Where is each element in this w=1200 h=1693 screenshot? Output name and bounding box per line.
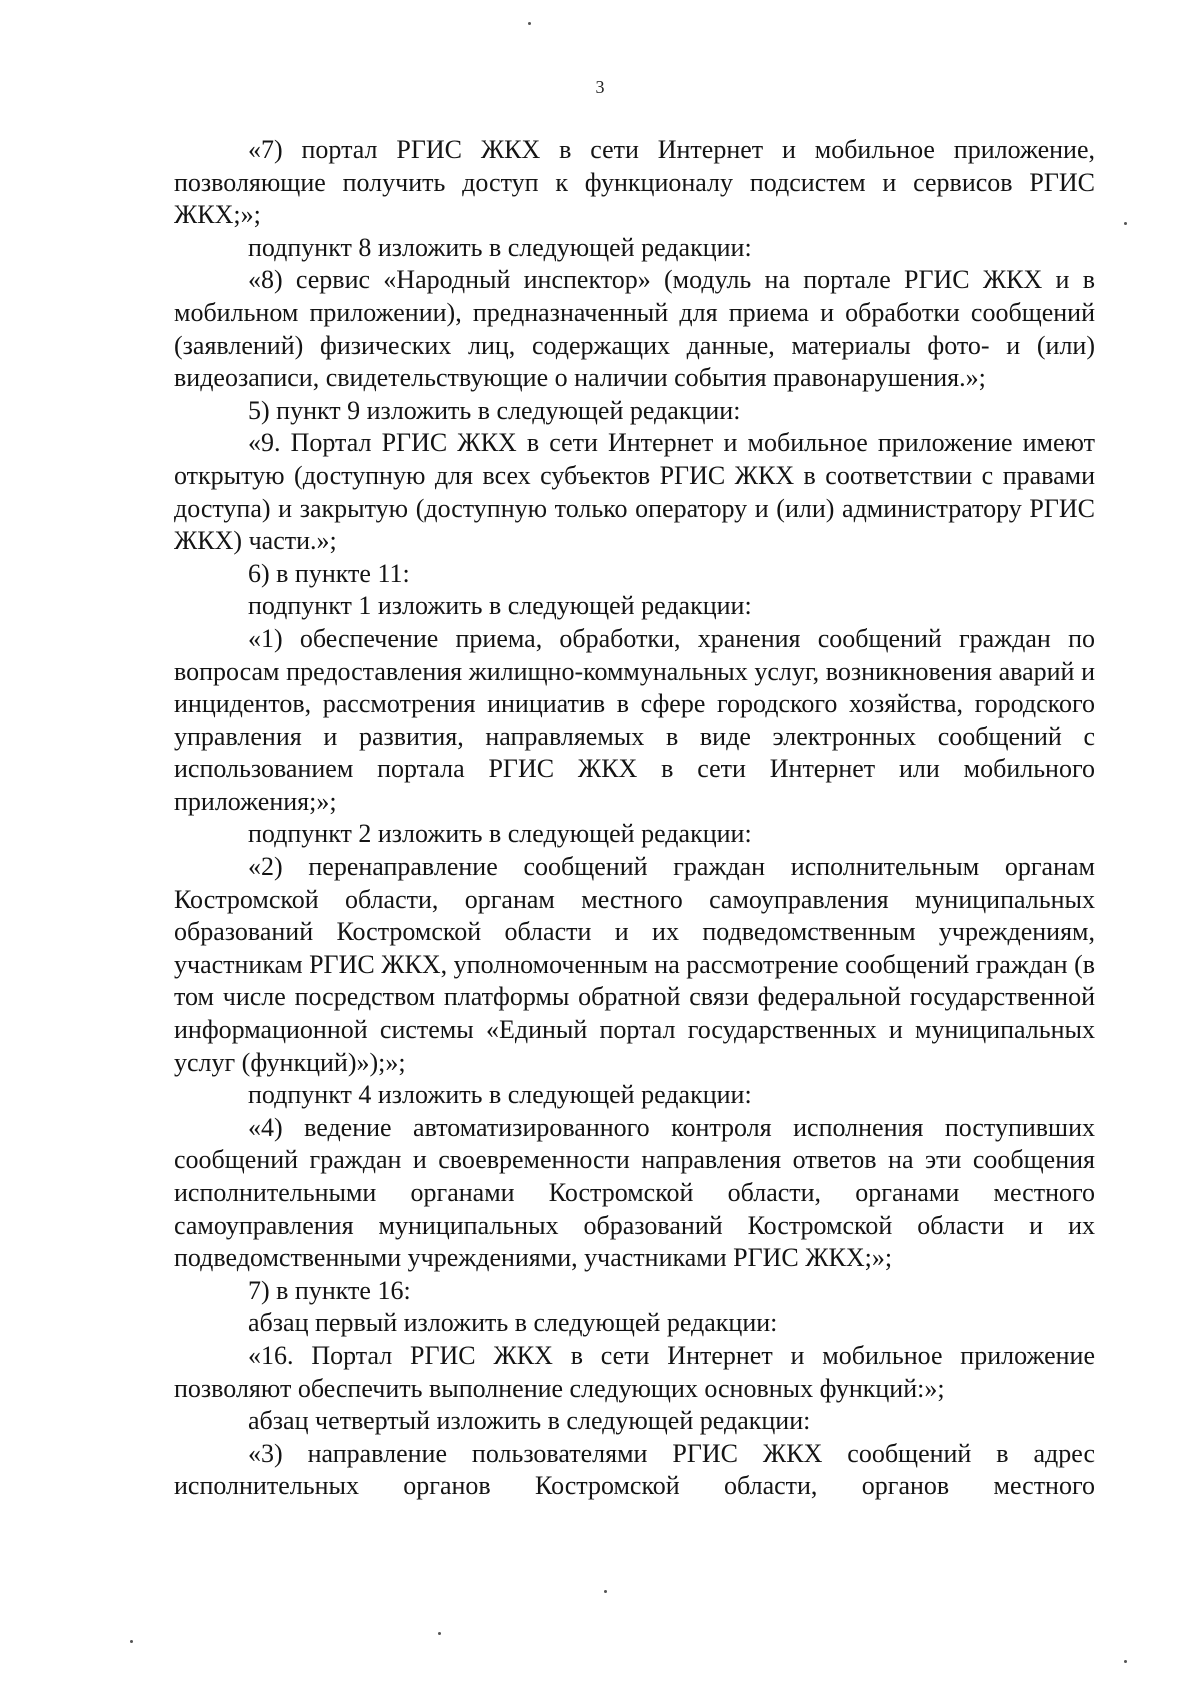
paragraph: «2) перенаправление сообщений граждан исполнительным органам Костромской области, органам местного самоуправления муниципальных образований Костромской области и их подведомственным учреждениям, участникам РГИС ЖКХ, уполномоченным на рассмотрение сообщений граждан (в том числе посредством платформы обратной связи федеральной государственной информационной системы «Единый портал государственных и муниципальных услуг (функций)»);»; [174, 852, 1095, 1077]
paragraph: 7) в пункте 16: [248, 1275, 411, 1305]
scan-speck [438, 1632, 441, 1635]
paragraph: «8) сервис «Народный инспектор» (модуль на портале РГИС ЖКХ и в мобильном приложении), предназначенный для приема и обработки сообщений (заявлений) физических лиц, содержащих данные, материалы фото- и (или) видеозаписи, свидетельствующие о наличии события правонарушения.»; [174, 265, 1095, 393]
paragraph: подпункт 1 изложить в следующей редакции: [248, 591, 752, 621]
paragraph: абзац первый изложить в следующей редакции: [248, 1308, 778, 1338]
paragraph: подпункт 8 изложить в следующей редакции: [248, 232, 752, 262]
paragraph: абзац четвертый изложить в следующей редакции: [248, 1406, 811, 1436]
scan-speck [604, 1590, 607, 1593]
paragraph: «1) обеспечение приема, обработки, хранения сообщений граждан по вопросам предоставления жилищно-коммунальных услуг, возникновения аварий и инцидентов, рассмотрения инициатив в сфере городского хозяйства, городского управления и развития, направляемых в виде электронных сообщений с использованием портала РГИС ЖКХ в сети Интернет или мобильного приложения;»; [174, 623, 1095, 816]
scan-speck [130, 1640, 133, 1643]
paragraph: «4) ведение автоматизированного контроля исполнения поступивших сообщений граждан и своевременности направления ответов на эти сообщения исполнительными органами Костромской области, органами местного самоуправления муниципальных образований Костромской области и их подведомственными учреждениями, участниками РГИС ЖКХ;»; [174, 1112, 1095, 1273]
scan-speck [528, 22, 531, 25]
paragraph: подпункт 2 изложить в следующей редакции: [248, 819, 752, 849]
paragraph: «9. Портал РГИС ЖКХ в сети Интернет и мобильное приложение имеют открытую (доступную для всех субъектов РГИС ЖКХ в соответствии с правами доступа) и закрытую (доступную только оператору и (или) администратору РГИС ЖКХ) части.»; [174, 428, 1095, 556]
paragraph: 5) пункт 9 изложить в следующей редакции: [248, 395, 741, 425]
page-number: 3 [595, 77, 605, 97]
scan-speck [1124, 222, 1127, 225]
paragraph: 6) в пункте 11: [248, 558, 410, 588]
paragraph: «3) направление пользователями РГИС ЖКХ сообщений в адрес исполнительных органов Костромской области, органов местного [174, 1438, 1095, 1501]
paragraph: подпункт 4 изложить в следующей редакции: [248, 1080, 752, 1110]
scan-speck [1124, 1660, 1127, 1663]
document-body [174, 134, 1095, 1503]
paragraph: «16. Портал РГИС ЖКХ в сети Интернет и мобильное приложение позволяют обеспечить выполнение следующих основных функций:»; [174, 1340, 1095, 1403]
paragraph: «7) портал РГИС ЖКХ в сети Интернет и мобильное приложение, позволяющие получить доступ к функционалу подсистем и сервисов РГИС ЖКХ;»; [174, 135, 1095, 230]
